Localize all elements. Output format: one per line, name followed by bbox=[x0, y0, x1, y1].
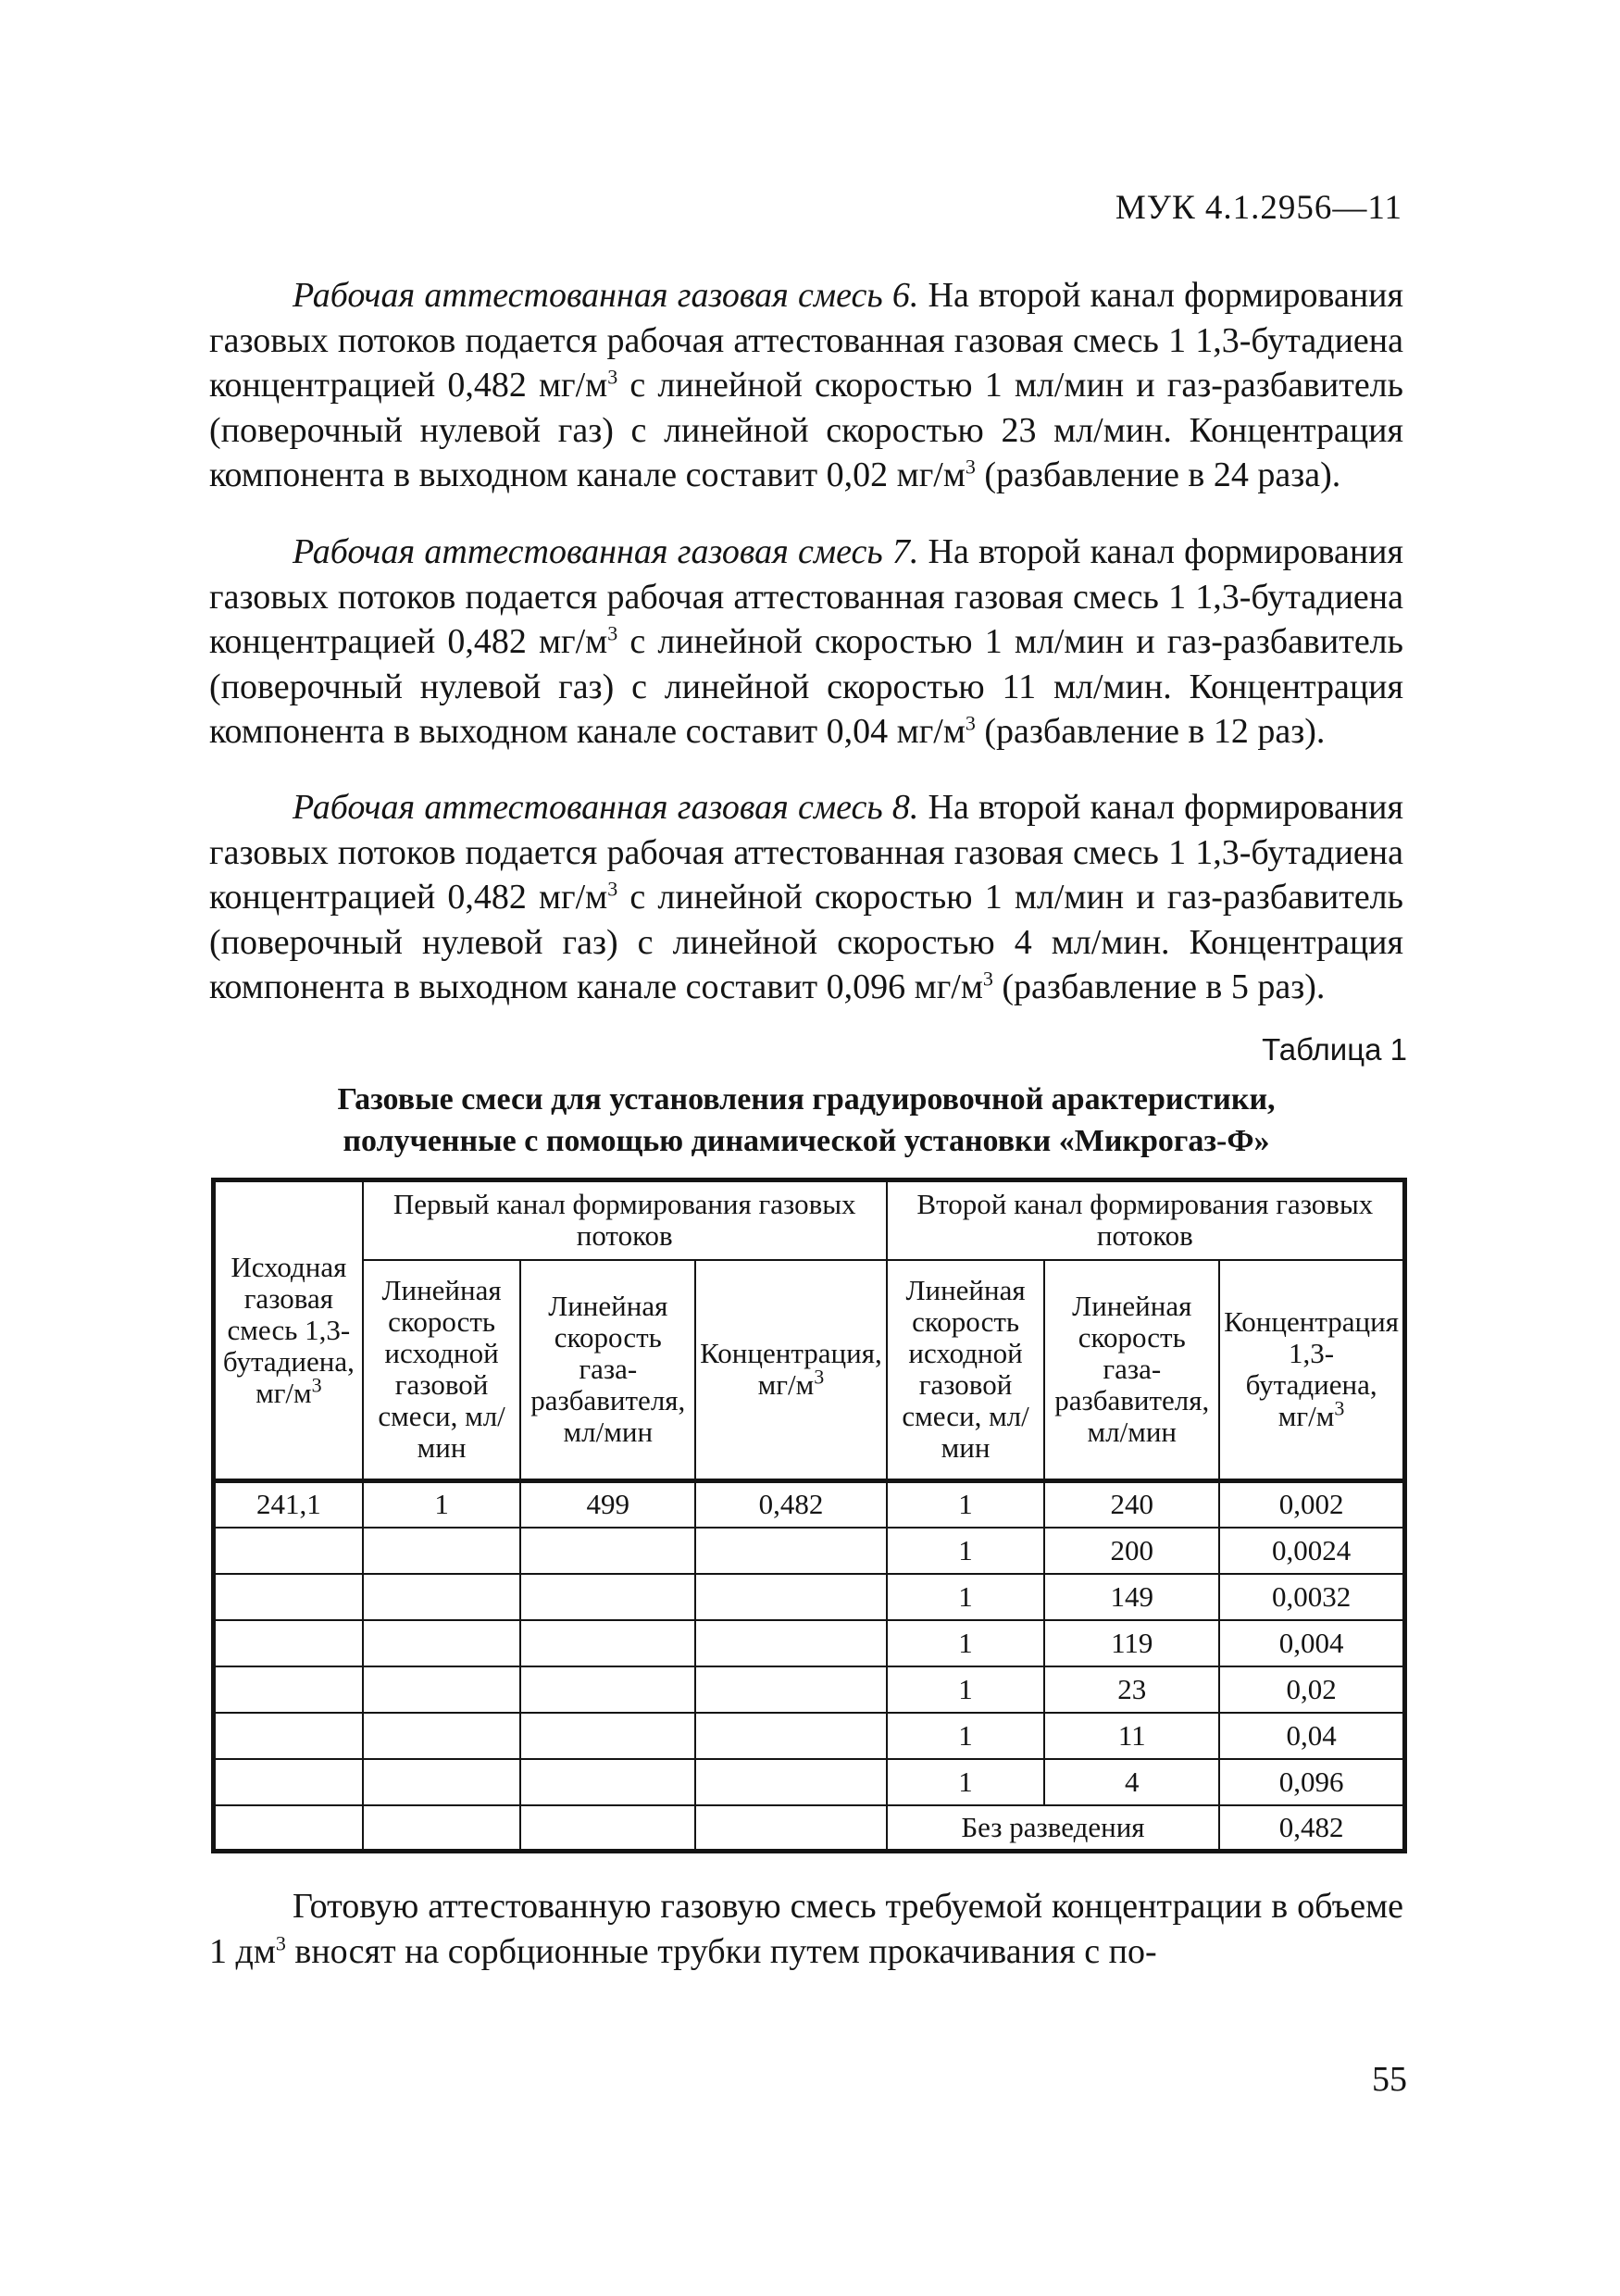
table-row bbox=[214, 1574, 1405, 1620]
italic-lead: Рабочая аттестованная газовая смесь 8. bbox=[293, 788, 919, 827]
table-row bbox=[214, 1759, 1405, 1805]
superscript: 3 bbox=[965, 711, 976, 735]
no-dilution-label: Без разведения bbox=[887, 1805, 1219, 1852]
subheader-cell: Линейная скорость исходной газовой смеси, мл/мин bbox=[887, 1260, 1045, 1481]
superscript: 3 bbox=[965, 455, 976, 479]
table-cell bbox=[695, 1574, 887, 1620]
table-header-row bbox=[214, 1180, 1405, 1260]
table-cell: 0,002 bbox=[1219, 1481, 1404, 1528]
table-row bbox=[214, 1620, 1405, 1666]
table-caption-line: Газовые смеси для установления градуировочной арактеристики, bbox=[337, 1082, 1276, 1117]
table-cell bbox=[363, 1759, 521, 1805]
table-cell: 0,02 bbox=[1219, 1666, 1404, 1713]
table-cell bbox=[520, 1620, 695, 1666]
table-cell: 1 bbox=[887, 1528, 1045, 1574]
table-cell: 241,1 bbox=[214, 1481, 363, 1528]
table-cell: 499 bbox=[520, 1481, 695, 1528]
paragraph-text: с линейной скоростью 1 мл/мин и газ-разбавитель (поверочный нулевой газ) с линейной скоростью 11 мл/мин. Концентрация компонента в выходном канале составит 0,04 мг/м bbox=[209, 622, 1403, 751]
page-number: 55 bbox=[1372, 2060, 1407, 2099]
header-initial-mixture: Исходная газовая смесь 1,3-бутадиена, $мг/м^3$ bbox=[214, 1180, 363, 1481]
table-cell: 1 bbox=[363, 1481, 521, 1528]
table-cell bbox=[520, 1528, 695, 1574]
paragraph-mixture-7 bbox=[209, 530, 1403, 755]
paragraph-text: с линейной скоростью 1 мл/мин и газ-разбавитель (поверочный нулевой газ) с линейной скоростью 4 мл/мин. Концентрация компонента в выходном канале составит 0,096 мг/м bbox=[209, 878, 1403, 1006]
table-cell: 119 bbox=[1044, 1620, 1219, 1666]
subheader-cell: Линейная скорость газа-разбавителя, мл/мин bbox=[520, 1260, 695, 1481]
table-cell bbox=[520, 1805, 695, 1852]
table-cell: 1 bbox=[887, 1713, 1045, 1759]
table-cell bbox=[214, 1666, 363, 1713]
table-label: Таблица 1 bbox=[1262, 1032, 1407, 1067]
superscript: 3 bbox=[607, 621, 618, 645]
paragraph-text: с линейной скоростью 1 мл/мин и газ-разбавитель (поверочный нулевой газ) с линейной скоростью 23 мл/мин. Концентрация компонента в выходном канале составит 0,02 мг/м bbox=[209, 366, 1403, 494]
subheader-cell: Концентрация, $мг/м^3$ bbox=[695, 1260, 887, 1481]
superscript: 3 bbox=[607, 877, 618, 901]
no-dilution-value: 0,482 bbox=[1219, 1805, 1404, 1852]
table-cell bbox=[363, 1805, 521, 1852]
table-cell: 11 bbox=[1044, 1713, 1219, 1759]
paragraph-text: На второй канал формирования газовых потоков подается рабочая аттестованная газовая смесь 1 1,3-бутадиена концентрацией 0,482 мг/м bbox=[209, 276, 1403, 405]
table-row bbox=[214, 1481, 1405, 1528]
table-cell: 4 bbox=[1044, 1759, 1219, 1805]
header-second-channel: Второй канал формирования газовых потоков bbox=[887, 1180, 1405, 1260]
table-cell: 1 bbox=[887, 1620, 1045, 1666]
table-cell bbox=[363, 1620, 521, 1666]
paragraph-text: На второй канал формирования газовых потоков подается рабочая аттестованная газовая смесь 1 1,3-бутадиена концентрацией 0,482 мг/м bbox=[209, 532, 1403, 661]
table-cell bbox=[363, 1574, 521, 1620]
subheader-cell: Концентрация 1,3-бутадиена, $мг/м^3$ bbox=[1219, 1260, 1404, 1481]
table-caption-line: полученные с помощью динамической установки «Микрогаз-Ф» bbox=[343, 1124, 1270, 1158]
table-cell bbox=[363, 1666, 521, 1713]
table-cell bbox=[520, 1759, 695, 1805]
subheader-cell: Линейная скорость газа-разбавителя, мл/мин bbox=[1044, 1260, 1219, 1481]
paragraph-text: вносят на сорбционные трубки путем прокачивания с по- bbox=[285, 1931, 1157, 1971]
paragraph-text: (разбавление в 24 раза). bbox=[975, 455, 1341, 494]
table-cell bbox=[214, 1759, 363, 1805]
table-cell: 1 bbox=[887, 1759, 1045, 1805]
paragraph-mixture-6 bbox=[209, 273, 1403, 498]
table-cell bbox=[695, 1666, 887, 1713]
table-cell: 0,096 bbox=[1219, 1759, 1404, 1805]
table-cell bbox=[214, 1574, 363, 1620]
table-cell bbox=[363, 1713, 521, 1759]
table-cell bbox=[695, 1713, 887, 1759]
paragraph-mixture-8 bbox=[209, 785, 1403, 1010]
table-cell bbox=[214, 1805, 363, 1852]
table-row-no-dilution bbox=[214, 1805, 1405, 1852]
table-cell bbox=[363, 1528, 521, 1574]
table-cell: 200 bbox=[1044, 1528, 1219, 1574]
table-cell: 23 bbox=[1044, 1666, 1219, 1713]
table-row bbox=[214, 1528, 1405, 1574]
table-cell: 0,0024 bbox=[1219, 1528, 1404, 1574]
table-cell: 1 bbox=[887, 1666, 1045, 1713]
table-cell: 0,04 bbox=[1219, 1713, 1404, 1759]
paragraph-text: (разбавление в 5 раз). bbox=[992, 967, 1326, 1006]
table-cell bbox=[214, 1713, 363, 1759]
table-cell bbox=[214, 1620, 363, 1666]
superscript: 3 bbox=[311, 1373, 322, 1397]
table-caption bbox=[209, 1079, 1403, 1162]
table-cell: 0,004 bbox=[1219, 1620, 1404, 1666]
table-cell bbox=[520, 1574, 695, 1620]
closing-paragraph bbox=[209, 1884, 1403, 1974]
table-cell bbox=[520, 1666, 695, 1713]
table-cell bbox=[695, 1620, 887, 1666]
table-row bbox=[214, 1666, 1405, 1713]
italic-lead: Рабочая аттестованная газовая смесь 6. bbox=[293, 276, 919, 315]
table-cell: 149 bbox=[1044, 1574, 1219, 1620]
table-cell bbox=[695, 1759, 887, 1805]
table-cell bbox=[214, 1528, 363, 1574]
superscript: 3 bbox=[1334, 1396, 1345, 1420]
superscript: 3 bbox=[275, 1930, 286, 1954]
superscript: 3 bbox=[814, 1365, 825, 1389]
table-cell bbox=[695, 1805, 887, 1852]
gas-mixtures-table bbox=[211, 1178, 1407, 1853]
table-cell bbox=[695, 1528, 887, 1574]
table-cell: 0,482 bbox=[695, 1481, 887, 1528]
table-cell: 1 bbox=[887, 1574, 1045, 1620]
superscript: 3 bbox=[607, 365, 618, 389]
italic-lead: Рабочая аттестованная газовая смесь 7. bbox=[293, 532, 919, 571]
header-first-channel: Первый канал формирования газовых потоков bbox=[363, 1180, 887, 1260]
paragraph-text: На второй канал формирования газовых потоков подается рабочая аттестованная газовая смесь 1 1,3-бутадиена концентрацией 0,482 мг/м bbox=[209, 788, 1403, 917]
table-cell: 0,0032 bbox=[1219, 1574, 1404, 1620]
table-cell: 1 bbox=[887, 1481, 1045, 1528]
table-row bbox=[214, 1713, 1405, 1759]
paragraph-text: Готовую аттестованную газовую смесь требуемой концентрации в объеме 1 дм bbox=[209, 1887, 1403, 1971]
document-code-header: МУК 4.1.2956—11 bbox=[1115, 189, 1402, 227]
table-subheader-row bbox=[214, 1260, 1405, 1481]
paragraph-text: (разбавление в 12 раз). bbox=[975, 712, 1326, 751]
subheader-cell: Линейная скорость исходной газовой смеси, мл/мин bbox=[363, 1260, 521, 1481]
table-cell: 240 bbox=[1044, 1481, 1219, 1528]
superscript: 3 bbox=[982, 967, 993, 991]
table-cell bbox=[520, 1713, 695, 1759]
